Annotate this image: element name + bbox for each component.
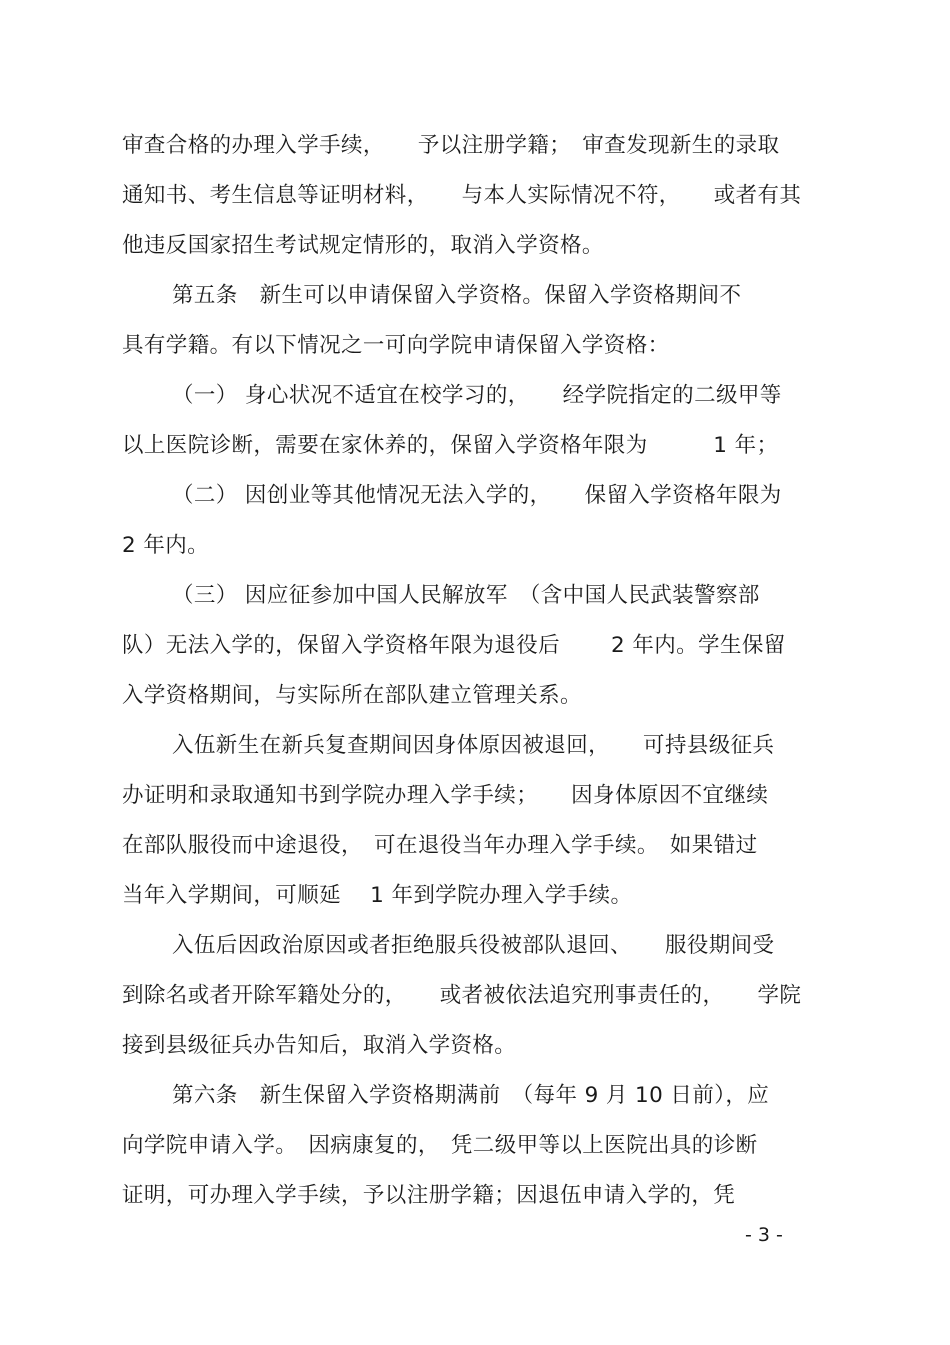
- page-number: - 3 -: [745, 1224, 783, 1246]
- text-line-2: 通知书、考生信息等证明材料， 与本人实际情况不符， 或者有其: [122, 183, 802, 208]
- text-line-18: 到除名或者开除军籍处分的， 或者被依法追究刑事责任的， 学院: [122, 983, 802, 1008]
- text-line-7: 以上医院诊断，需要在家休养的，保留入学资格年限为 1 年；: [122, 433, 779, 458]
- article-6-heading-line: 第六条 新生保留入学资格期满前 （每年 9 月 10 日前），应: [172, 1083, 770, 1108]
- text-line-11: 队）无法入学的，保留入学资格年限为退役后 2 年内。学生保留: [122, 633, 786, 658]
- text-line-19: 接到县级征兵办告知后，取消入学资格。: [122, 1033, 517, 1058]
- article-5-heading-line: 第五条 新生可以申请保留入学资格。保留入学资格期间不: [172, 283, 742, 308]
- text-line-21: 向学院申请入学。 因病康复的， 凭二级甲等以上医院出具的诊断: [122, 1133, 758, 1158]
- paragraph-returned-line: 入伍后因政治原因或者拒绝服兵役被部队退回、 服役期间受: [172, 933, 775, 958]
- text-line-15: 在部队服役而中途退役， 可在退役当年办理入学手续。 如果错过: [122, 833, 758, 858]
- text-line-1: 审查合格的办理入学手续， 予以注册学籍； 审查发现新生的录取: [122, 133, 780, 158]
- text-line-5: 具有学籍。有以下情况之一可向学院申请保留入学资格：: [122, 333, 670, 358]
- item-3-line: （三） 因应征参加中国人民解放军 （含中国人民武装警察部: [172, 583, 760, 608]
- paragraph-recruit-line: 入伍新生在新兵复查期间因身体原因被退回， 可持县级征兵: [172, 733, 775, 758]
- item-2-line: （二） 因创业等其他情况无法入学的， 保留入学资格年限为: [172, 483, 782, 508]
- text-line-9: 2 年内。: [122, 533, 210, 558]
- item-1-line: （一） 身心状况不适宜在校学习的， 经学院指定的二级甲等: [172, 383, 782, 408]
- text-line-3: 他违反国家招生考试规定情形的，取消入学资格。: [122, 233, 604, 258]
- text-line-14: 办证明和录取通知书到学院办理入学手续； 因身体原因不宜继续: [122, 783, 769, 808]
- text-line-22: 证明，可办理入学手续，予以注册学籍；因退伍申请入学的，凭: [122, 1183, 736, 1208]
- text-line-16: 当年入学期间，可顺延 1 年到学院办理入学手续。: [122, 883, 633, 908]
- text-line-12: 入学资格期间，与实际所在部队建立管理关系。: [122, 683, 582, 708]
